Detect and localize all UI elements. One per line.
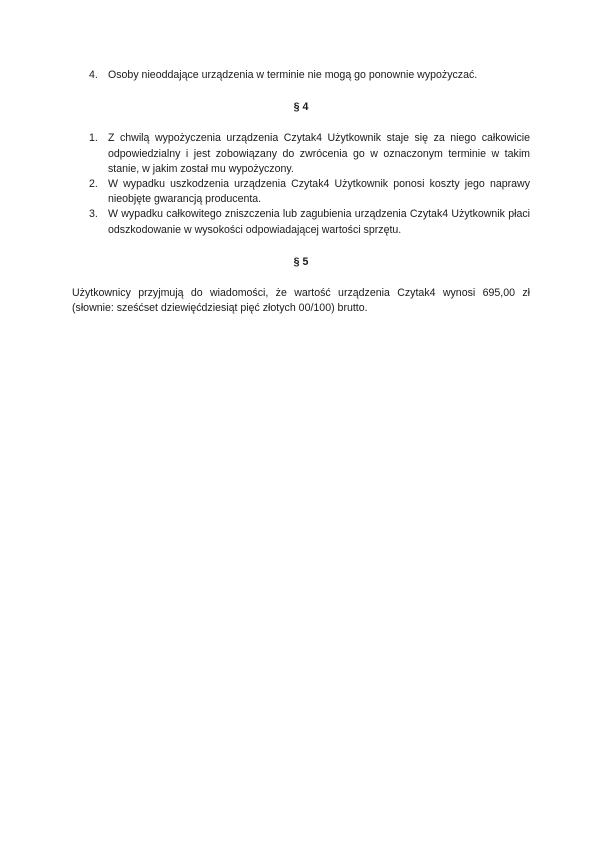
list-item-text: Osoby nieoddające urządzenia w terminie nie mogą go ponownie wypożyczać. <box>108 69 478 81</box>
list-item-number: 1. <box>89 132 98 145</box>
list-item-text: Z chwilą wypożyczenia urządzenia Czytak4 Użytkownik staje się za niego całkowicie odpowiedzialny i jest zobowiązany do zwrócenia go w oznaczonym terminie w takim stanie, w jakim został mu wypożyczony. <box>108 132 530 175</box>
list-item-text: W wypadku całkowitego zniszczenia lub zagubienia urządzenia Czytak4 Użytkownik płaci odszkodowanie w wysokości odpowiadającej wartości sprzętu. <box>108 208 530 236</box>
list-item-number: 4. <box>89 69 98 81</box>
list-item-number: 3. <box>89 208 98 221</box>
section3-list-continuation <box>72 68 530 83</box>
section4-list <box>72 131 530 237</box>
section-heading-5: § 5 <box>293 255 309 268</box>
list-item-text: W wypadku uszkodzenia urządzenia Czytak4 Użytkownik ponosi koszty jego naprawy nieobjęte gwarancją producenta. <box>108 178 530 206</box>
list-item-number: 2. <box>89 178 98 191</box>
list-item <box>72 68 530 83</box>
section-heading-4: § 4 <box>293 101 309 114</box>
list-item <box>72 177 530 207</box>
list-item <box>72 131 530 177</box>
document-content <box>72 68 530 316</box>
section5-paragraph: Użytkownicy przyjmują do wiadomości, że wartość urządzenia Czytak4 wynosi 695,00 zł (słownie: sześćset dziewięćdziesiąt pięć złotych 00/100) brutto. <box>72 287 530 315</box>
list-item <box>72 207 530 237</box>
